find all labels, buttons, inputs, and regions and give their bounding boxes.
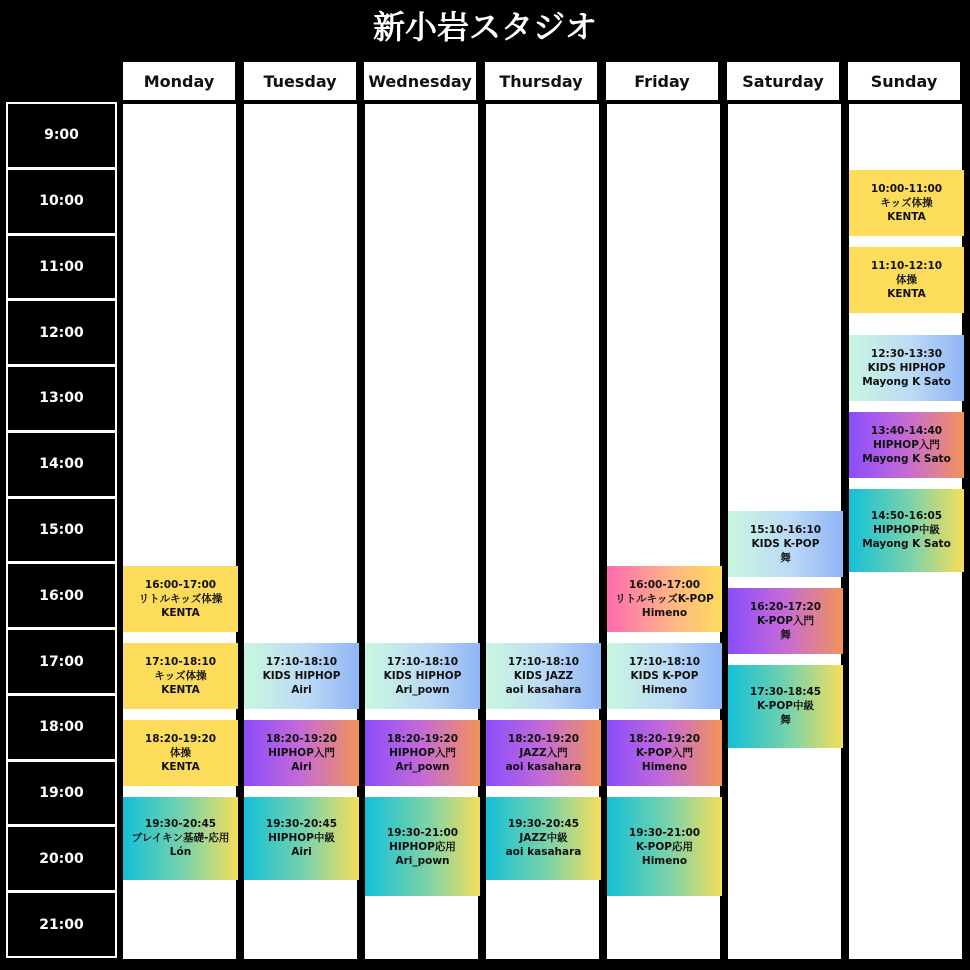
class-block[interactable] [849,412,964,478]
class-time: 19:30-21:00 [628,826,701,839]
time-label: 13:00 [6,365,117,432]
day-header-thursday: Thursday [483,60,599,102]
class-instructor: Mayong K Sato [862,453,951,465]
class-instructor: aoi kasahara [505,761,582,773]
class-instructor: aoi kasahara [505,684,582,696]
class-block[interactable] [244,797,359,880]
class-time: 17:10-18:10 [265,656,338,668]
class-name: KIDS HIPHOP [262,670,341,682]
class-instructor: Mayong K Sato [862,376,951,388]
class-block[interactable] [849,247,964,313]
class-time: 18:20-19:20 [628,733,701,745]
class-instructor: Himeno [641,684,688,696]
class-instructor: Himeno [641,761,688,773]
class-block[interactable] [123,566,238,632]
class-time: 13:40-14:40 [870,425,943,437]
class-name: K-POP応用 [636,840,693,853]
class-name: HIPHOP中級 [268,832,335,845]
day-header-tuesday: Tuesday [242,60,358,102]
class-name: JAZZ入門 [519,747,568,759]
class-name: キッズ体操 [880,197,933,209]
class-instructor: Airi [291,846,312,859]
class-instructor: Himeno [641,607,688,619]
class-block[interactable] [123,643,238,709]
class-block[interactable] [728,511,843,577]
class-name: HIPHOP入門 [389,747,456,759]
class-instructor: Mayong K Sato [862,538,951,551]
class-instructor: Ari_pown [395,761,450,773]
time-label: 21:00 [6,891,117,958]
class-time: 19:30-20:45 [507,818,580,831]
class-name: 体操 [896,274,917,286]
class-block[interactable] [849,170,964,236]
class-name: KIDS K-POP [630,670,699,682]
class-block[interactable] [728,588,843,654]
class-block[interactable] [728,665,843,748]
class-name: キッズ体操 [154,670,207,682]
class-instructor: Airi [291,684,312,696]
class-instructor: KENTA [161,684,200,696]
class-name: リトルキッズ体操 [138,593,223,605]
day-header-wednesday: Wednesday [362,60,478,102]
class-time: 19:30-21:00 [386,826,459,839]
day-header-monday: Monday [121,60,237,102]
class-time: 17:10-18:10 [386,656,459,668]
class-name: JAZZ中級 [519,832,568,845]
page-title: 新小岩スタジオ [372,8,597,46]
time-label: 12:00 [6,299,117,366]
class-block[interactable] [365,643,480,709]
class-block[interactable] [123,797,238,880]
class-time: 15:10-16:10 [749,524,822,536]
class-instructor: KENTA [887,288,926,300]
class-instructor: aoi kasahara [505,846,582,859]
class-time: 10:00-11:00 [870,183,943,195]
class-name: 体操 [170,747,191,759]
time-label: 20:00 [6,825,117,892]
class-block[interactable] [244,643,359,709]
class-name: K-POP入門 [636,747,693,759]
class-block[interactable] [486,797,601,880]
class-time: 18:20-19:20 [507,733,580,745]
class-time: 16:00-17:00 [628,579,701,591]
time-label: 11:00 [6,234,117,301]
class-time: 16:20-17:20 [749,601,822,613]
class-instructor: KENTA [887,211,926,223]
class-time: 18:20-19:20 [144,733,217,745]
class-name: ブレイキン基礎-応用 [131,832,230,845]
class-instructor: Lón [169,846,192,859]
class-time: 18:20-19:20 [265,733,338,745]
class-instructor: Ari_pown [395,684,450,696]
time-label: 19:00 [6,760,117,827]
class-time: 18:20-19:20 [386,733,459,745]
class-name: K-POP入門 [757,615,814,627]
day-header-sunday: Sunday [846,60,962,102]
class-name: KIDS HIPHOP [383,670,462,682]
class-instructor: Ari_pown [395,854,450,867]
class-block[interactable] [244,720,359,786]
class-block[interactable] [607,643,722,709]
class-instructor: Himeno [641,854,688,867]
day-header-saturday: Saturday [725,60,841,102]
class-name: HIPHOP応用 [389,840,456,853]
class-name: リトルキッズK-POP [615,593,714,605]
class-time: 17:10-18:10 [507,656,580,668]
time-label: 16:00 [6,562,117,629]
class-time: 17:30-18:45 [749,686,822,699]
class-time: 19:30-20:45 [144,818,217,831]
class-name: HIPHOP中級 [873,524,940,537]
class-name: HIPHOP入門 [873,439,940,451]
class-block[interactable] [849,335,964,401]
class-instructor: 舞 [780,714,791,727]
class-block[interactable] [123,720,238,786]
time-label: 9:00 [6,102,117,169]
class-instructor: KENTA [161,607,200,619]
time-label: 14:00 [6,431,117,498]
time-label: 18:00 [6,694,117,761]
time-label: 17:00 [6,628,117,695]
class-block[interactable] [365,797,480,896]
time-label: 10:00 [6,168,117,235]
class-block[interactable] [849,489,964,572]
class-instructor: 舞 [780,629,791,641]
time-label: 15:00 [6,497,117,564]
class-name: KIDS JAZZ [513,670,574,682]
class-block[interactable] [365,720,480,786]
class-instructor: 舞 [780,552,791,564]
class-instructor: Airi [291,761,312,773]
class-time: 12:30-13:30 [870,348,943,360]
class-time: 11:10-12:10 [870,260,943,272]
day-header-friday: Friday [604,60,720,102]
class-instructor: KENTA [161,761,200,773]
class-time: 19:30-20:45 [265,818,338,831]
class-time: 17:10-18:10 [628,656,701,668]
class-block[interactable] [607,720,722,786]
class-block[interactable] [486,643,601,709]
class-time: 14:50-16:05 [870,510,943,523]
class-time: 16:00-17:00 [144,579,217,591]
class-block[interactable] [607,797,722,896]
class-name: HIPHOP入門 [268,747,335,759]
class-name: KIDS K-POP [751,538,820,550]
class-block[interactable] [607,566,722,632]
class-block[interactable] [486,720,601,786]
class-name: KIDS HIPHOP [867,362,946,374]
class-name: K-POP中級 [757,700,814,713]
class-time: 17:10-18:10 [144,656,217,668]
